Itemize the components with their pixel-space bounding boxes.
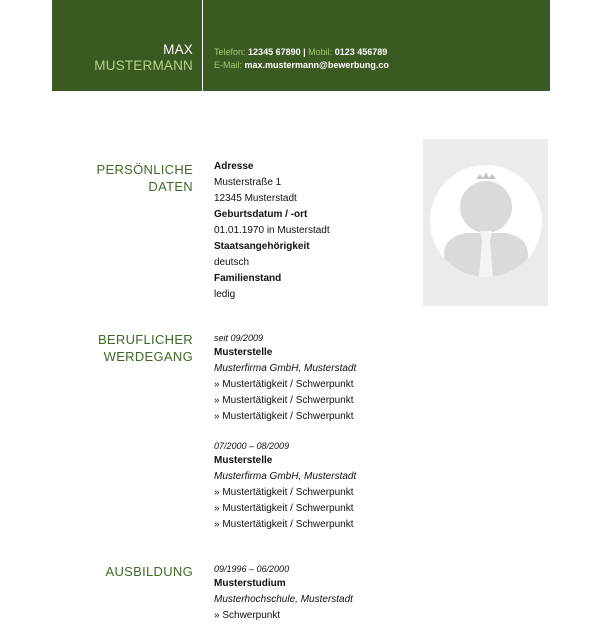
photo-placeholder: [423, 139, 548, 306]
career-position: Musterstelle: [214, 347, 273, 358]
career-company: Musterfirma GmbH, Musterstadt: [214, 471, 357, 482]
section-title-career: BERUFLICHER WERDEGANG: [97, 332, 193, 364]
nationality-label: Staatsangehörigkeit: [214, 241, 310, 252]
contact-info: [214, 46, 389, 71]
contact-separator: |: [303, 47, 306, 57]
birth-value: 01.01.1970 in Musterstadt: [214, 225, 330, 236]
career-entry: [214, 439, 356, 533]
career-task: » Mustertätigkeit / Schwerpunkt: [214, 379, 354, 390]
education-degree: Musterstudium: [214, 578, 286, 589]
email-label: E-Mail:: [214, 59, 243, 70]
phone-number: 12345 67890: [248, 47, 301, 57]
career-position: Musterstelle: [214, 455, 273, 466]
marital-value: ledig: [214, 289, 236, 300]
career-task: » Mustertätigkeit / Schwerpunkt: [214, 395, 354, 406]
header-banner: [52, 0, 550, 91]
personal-data: [214, 159, 330, 303]
person-silhouette-icon: [430, 165, 542, 277]
section-title-education: AUSBILDUNG: [105, 564, 193, 579]
address-street: Musterstraße 1: [214, 177, 282, 188]
email-line: [214, 59, 389, 72]
name-block: [52, 0, 203, 91]
phone-line: [214, 46, 389, 59]
section-title-personal: PERSÖNLICHE DATEN: [96, 162, 193, 194]
address-city: 12345 Musterstadt: [214, 193, 297, 204]
mobile-number: 0123 456789: [334, 47, 388, 57]
education-date: 09/1996 – 06/2000: [214, 564, 290, 574]
birth-label: Geburtsdatum / -ort: [214, 209, 308, 220]
education-focus: » Schwerpunkt: [214, 610, 281, 621]
career-task: » Mustertätigkeit / Schwerpunkt: [214, 503, 354, 514]
education-entry: [214, 562, 353, 624]
career-task: » Mustertätigkeit / Schwerpunkt: [214, 411, 354, 422]
marital-label: Familienstand: [214, 273, 282, 284]
career-entry: [214, 331, 356, 425]
career-date: 07/2000 – 08/2009: [214, 441, 290, 451]
education-school: Musterhochschule, Musterstadt: [214, 594, 353, 605]
address-label: Adresse: [214, 161, 254, 172]
career-date: seit 09/2009: [214, 333, 264, 343]
email-address: max.mustermann@bewerbung.co: [244, 59, 389, 70]
mobile-label: Mobil:: [308, 47, 333, 57]
avatar: [430, 165, 542, 277]
nationality-value: deutsch: [214, 257, 250, 268]
last-name: MUSTERMANN: [94, 58, 193, 73]
first-name: MAX: [163, 42, 193, 57]
career-task: » Mustertätigkeit / Schwerpunkt: [214, 519, 354, 530]
career-company: Musterfirma GmbH, Musterstadt: [214, 363, 357, 374]
phone-label: Telefon:: [214, 47, 246, 57]
career-task: » Mustertätigkeit / Schwerpunkt: [214, 487, 354, 498]
